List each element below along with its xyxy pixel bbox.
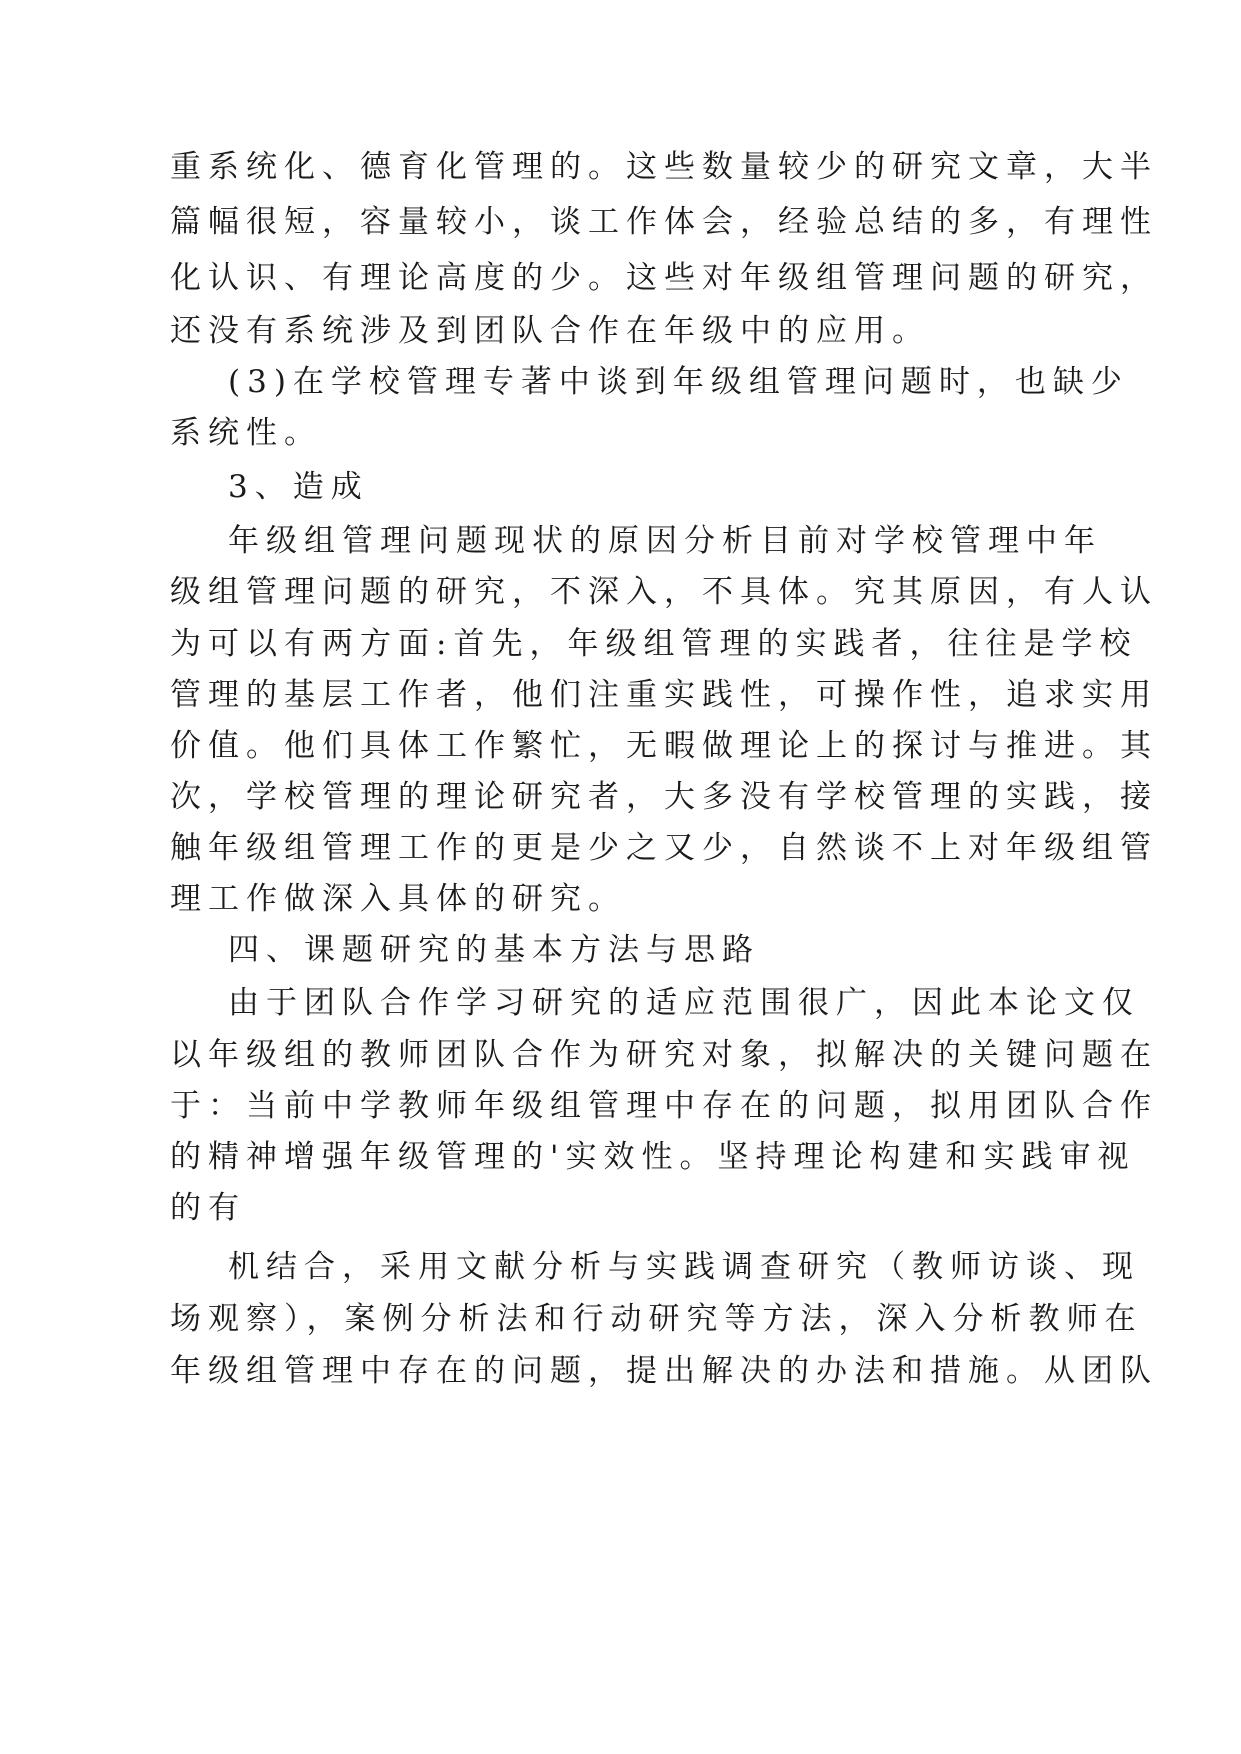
text-line: (3)在学校管理专著中谈到年级组管理问题时，也缺少 [228, 364, 1129, 400]
text-line: 价值。他们具体工作繁忙，无暇做理论上的探讨与推进。其 [170, 728, 1158, 764]
text-line: 触年级组管理工作的更是少之又少，自然谈不上对年级组管 [170, 830, 1158, 866]
text-line: 还没有系统涉及到团队合作在年级中的应用。 [170, 313, 930, 349]
text-line: 级组管理问题的研究，不深入，不具体。究其原因，有人认 [170, 574, 1158, 610]
text-line: 重系统化、德育化管理的。这些数量较少的研究文章，大半 [170, 149, 1158, 185]
text-line: 化认识、有理论高度的少。这些对年级组管理问题的研究， [170, 260, 1158, 296]
text-line: 年级组管理问题现状的原因分析目前对学校管理中年 [228, 523, 1102, 559]
text-line: 管理的基层工作者，他们注重实践性，可操作性，追求实用 [170, 677, 1158, 713]
section-heading: 四、课题研究的基本方法与思路 [228, 932, 760, 968]
text-line: 系统性。 [170, 415, 322, 451]
text-line: 由于团队合作学习研究的适应范围很广，因此本论文仅 [228, 985, 1140, 1021]
section-heading: 3、造成 [228, 469, 369, 505]
text-line: 的精神增强年级管理的'实效性。坚持理论构建和实践审视 [170, 1139, 1136, 1175]
text-line: 场观察），案例分析法和行动研究等方法，深入分析教师在 [170, 1301, 1143, 1337]
text-line: 次，学校管理的理论研究者，大多没有学校管理的实践，接 [170, 779, 1158, 815]
text-line: 于：当前中学教师年级组管理中存在的问题，拟用团队合作 [170, 1088, 1158, 1124]
text-line: 的有 [170, 1190, 246, 1226]
text-line: 年级组管理中存在的问题，提出解决的办法和措施。从团队 [170, 1353, 1158, 1389]
text-line: 为可以有两方面:首先，年级组管理的实践者，往往是学校 [170, 626, 1138, 662]
text-line: 以年级组的教师团队合作为研究对象，拟解决的关键问题在 [170, 1037, 1158, 1073]
text-line: 篇幅很短，容量较小，谈工作体会，经验总结的多，有理性 [170, 204, 1158, 240]
text-line: 理工作做深入具体的研究。 [170, 881, 626, 917]
text-line: 机结合，采用文献分析与实践调查研究（教师访谈、现 [228, 1249, 1140, 1285]
